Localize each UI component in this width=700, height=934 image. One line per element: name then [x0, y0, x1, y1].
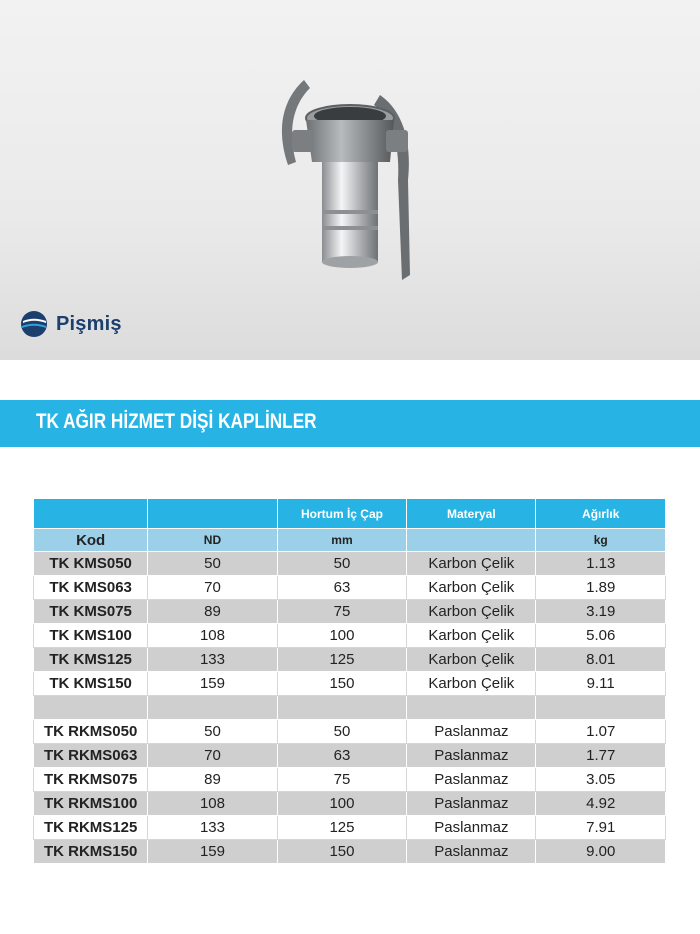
cell-mm: 125 [277, 816, 407, 840]
cell-material: Paslanmaz [407, 840, 536, 864]
unit-material [407, 529, 536, 552]
cell-code: TK KMS075 [34, 600, 148, 624]
product-hero [0, 0, 700, 360]
spacer-cell [277, 696, 407, 720]
cell-material: Paslanmaz [407, 816, 536, 840]
table-row [34, 792, 666, 816]
cell-kg: 1.77 [536, 744, 666, 768]
cell-nd: 133 [148, 648, 277, 672]
cell-material: Karbon Çelik [407, 576, 536, 600]
unit-kg: kg [536, 529, 666, 552]
cell-mm: 75 [277, 768, 407, 792]
brand-logo [20, 310, 122, 338]
table-row [34, 672, 666, 696]
cell-code: TK KMS050 [34, 552, 148, 576]
cell-mm: 100 [277, 792, 407, 816]
cell-material: Paslanmaz [407, 792, 536, 816]
cell-material: Karbon Çelik [407, 624, 536, 648]
cell-kg: 3.19 [536, 600, 666, 624]
cell-nd: 133 [148, 816, 277, 840]
cell-nd: 50 [148, 720, 277, 744]
cell-material: Karbon Çelik [407, 648, 536, 672]
table-row [34, 768, 666, 792]
cell-nd: 108 [148, 624, 277, 648]
column-header-weight: Ağırlık [536, 499, 666, 529]
cell-material: Karbon Çelik [407, 552, 536, 576]
cell-kg: 5.06 [536, 624, 666, 648]
title-banner [0, 400, 700, 447]
table-row [34, 648, 666, 672]
cell-mm: 150 [277, 840, 407, 864]
table-subheader-row [34, 529, 666, 552]
spacer-cell [536, 696, 666, 720]
cell-mm: 63 [277, 744, 407, 768]
cell-kg: 3.05 [536, 768, 666, 792]
table-row [34, 720, 666, 744]
cell-code: TK RKMS050 [34, 720, 148, 744]
column-header-code: Kod [34, 529, 148, 552]
cell-nd: 89 [148, 600, 277, 624]
table-row [34, 576, 666, 600]
table-row [34, 624, 666, 648]
cell-kg: 1.07 [536, 720, 666, 744]
cell-nd: 108 [148, 792, 277, 816]
spacer-cell [407, 696, 536, 720]
cell-material: Paslanmaz [407, 720, 536, 744]
cell-code: TK RKMS075 [34, 768, 148, 792]
page-title: TK AĞIR HİZMET DİŞİ KAPLİNLER [36, 410, 317, 433]
cell-mm: 50 [277, 552, 407, 576]
cell-mm: 50 [277, 720, 407, 744]
table-row [34, 840, 666, 864]
cell-material: Karbon Çelik [407, 672, 536, 696]
cell-material: Paslanmaz [407, 744, 536, 768]
cell-kg: 7.91 [536, 816, 666, 840]
coupling-product-image [262, 70, 452, 290]
column-header [148, 499, 277, 529]
brand-logo-icon [20, 310, 48, 338]
brand-name: Pişmiş [56, 312, 122, 335]
table-header-row [34, 499, 666, 529]
cell-mm: 100 [277, 624, 407, 648]
spacer-cell [34, 696, 148, 720]
cell-nd: 89 [148, 768, 277, 792]
spec-table [33, 498, 666, 864]
cell-kg: 4.92 [536, 792, 666, 816]
table-row [34, 600, 666, 624]
table-row [34, 552, 666, 576]
column-header [34, 499, 148, 529]
column-header-material: Materyal [407, 499, 536, 529]
cell-code: TK RKMS063 [34, 744, 148, 768]
cell-nd: 50 [148, 552, 277, 576]
cell-code: TK RKMS125 [34, 816, 148, 840]
cell-code: TK KMS100 [34, 624, 148, 648]
table-row [34, 744, 666, 768]
table-row [34, 816, 666, 840]
cell-kg: 9.00 [536, 840, 666, 864]
cell-nd: 70 [148, 744, 277, 768]
table-spacer-row [34, 696, 666, 720]
unit-mm: mm [277, 529, 407, 552]
cell-material: Paslanmaz [407, 768, 536, 792]
cell-code: TK RKMS100 [34, 792, 148, 816]
cell-code: TK KMS125 [34, 648, 148, 672]
cell-code: TK KMS063 [34, 576, 148, 600]
cell-nd: 70 [148, 576, 277, 600]
column-header-hose-diameter: Hortum İç Çap [277, 499, 407, 529]
cell-kg: 1.89 [536, 576, 666, 600]
spacer-cell [148, 696, 277, 720]
cell-kg: 8.01 [536, 648, 666, 672]
cell-nd: 159 [148, 840, 277, 864]
cell-mm: 150 [277, 672, 407, 696]
cell-code: TK RKMS150 [34, 840, 148, 864]
unit-nd: ND [148, 529, 277, 552]
cell-mm: 63 [277, 576, 407, 600]
cell-material: Karbon Çelik [407, 600, 536, 624]
cell-nd: 159 [148, 672, 277, 696]
cell-mm: 75 [277, 600, 407, 624]
cell-code: TK KMS150 [34, 672, 148, 696]
cell-kg: 9.11 [536, 672, 666, 696]
cell-kg: 1.13 [536, 552, 666, 576]
cell-mm: 125 [277, 648, 407, 672]
